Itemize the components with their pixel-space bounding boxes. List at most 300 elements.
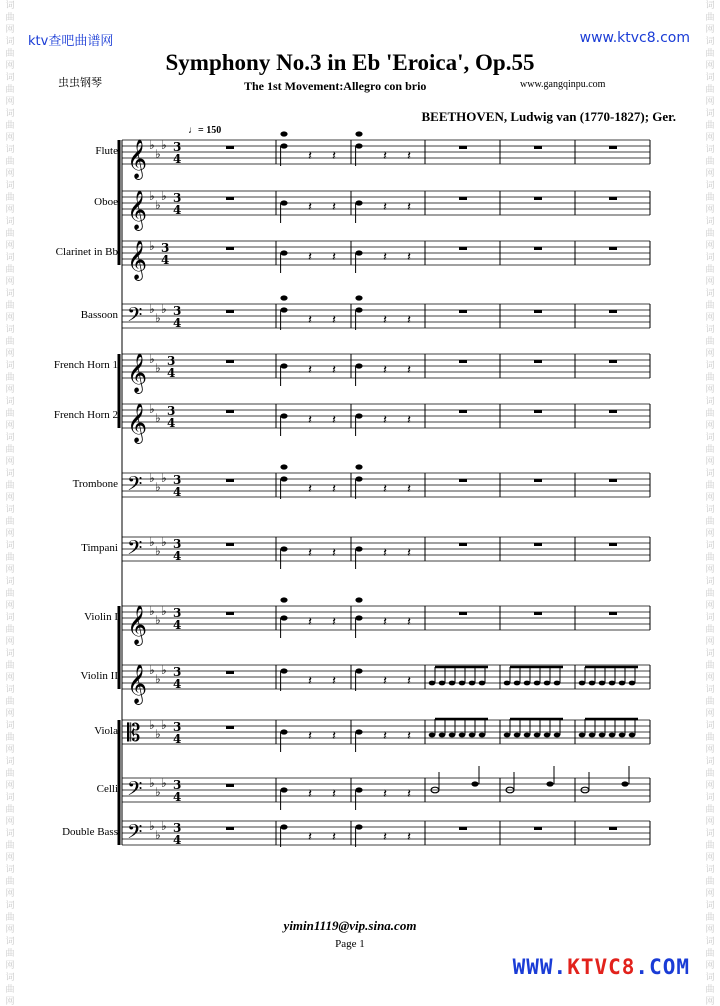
- instrument-label: Bassoon: [80, 309, 118, 321]
- watermark-char: 网: [5, 385, 15, 395]
- watermark-char: 词: [5, 973, 15, 983]
- watermark-char: 曲: [705, 229, 715, 239]
- watermark-char: 曲: [705, 877, 715, 887]
- key-signature-flat: ♭: [149, 189, 155, 203]
- clef-symbol: 𝄡: [127, 719, 141, 747]
- note-head: [280, 200, 287, 205]
- eighth-note-head: [579, 681, 586, 686]
- note-head: [621, 781, 628, 786]
- quarter-rest: 𝄽: [407, 250, 411, 265]
- watermark-char: 网: [5, 997, 15, 1006]
- quarter-rest: 𝄽: [308, 615, 312, 630]
- watermark-char: 网: [5, 709, 15, 719]
- eighth-note-head: [554, 733, 561, 738]
- instrument-label: French Horn 2: [53, 409, 118, 421]
- quarter-rest: 𝄽: [308, 363, 312, 378]
- quarter-rest: 𝄽: [407, 615, 411, 630]
- note-head: [280, 464, 287, 469]
- watermark-char: 曲: [5, 157, 15, 167]
- key-signature-flat: ♭: [155, 785, 161, 799]
- clef-symbol: 𝄢: [127, 536, 143, 564]
- quarter-rest: 𝄽: [407, 729, 411, 744]
- whole-rest: [534, 827, 542, 830]
- watermark-char: 曲: [5, 697, 15, 707]
- eighth-note-head: [554, 681, 561, 686]
- eighth-note-head: [599, 681, 606, 686]
- watermark-char: 网: [5, 817, 15, 827]
- watermark-char: 网: [5, 205, 15, 215]
- site-name-left: ktv查吧曲谱网: [28, 34, 114, 49]
- key-signature-flat: ♭: [149, 535, 155, 549]
- time-signature-top: 3: [173, 720, 182, 734]
- key-signature-flat: ♭: [161, 604, 167, 618]
- time-signature-bottom: 4: [167, 366, 176, 380]
- watermark-char: 词: [5, 829, 15, 839]
- instrument-label: Oboe: [94, 196, 118, 208]
- key-signature-flat: ♭: [149, 352, 155, 366]
- clef-symbol: 𝄢: [127, 777, 143, 805]
- quarter-rest: 𝄽: [407, 546, 411, 561]
- watermark-char: 曲: [5, 733, 15, 743]
- instrument-label: Violin I: [84, 611, 118, 623]
- watermark-char: 曲: [705, 661, 715, 671]
- key-signature-flat: ♭: [161, 776, 167, 790]
- watermark-char: 词: [705, 217, 715, 227]
- key-signature-flat: ♭: [155, 727, 161, 741]
- watermark-char: 曲: [5, 229, 15, 239]
- watermark-char: 网: [5, 925, 15, 935]
- watermark-char: 词: [705, 577, 715, 587]
- key-signature-flat: ♭: [155, 828, 161, 842]
- time-signature-bottom: 4: [173, 316, 182, 330]
- watermark-char: 词: [705, 829, 715, 839]
- note-head: [280, 307, 287, 312]
- quarter-rest: 𝄽: [332, 830, 336, 845]
- site-url-right: www.ktvc8.com: [579, 30, 690, 46]
- note-head: [355, 200, 362, 205]
- watermark-char: 曲: [705, 625, 715, 635]
- note-head: [355, 307, 362, 312]
- watermark-char: 网: [5, 169, 15, 179]
- quarter-rest: 𝄽: [332, 313, 336, 328]
- watermark-char: 网: [5, 889, 15, 899]
- quarter-rest: 𝄽: [383, 482, 387, 497]
- eighth-note-head: [504, 733, 511, 738]
- whole-rest: [459, 827, 467, 830]
- whole-rest: [609, 543, 617, 546]
- note-head: [280, 546, 287, 551]
- watermark-char: 网: [5, 853, 15, 863]
- quarter-rest: 𝄽: [332, 674, 336, 689]
- note-head: [355, 597, 362, 602]
- watermark-char: 网: [705, 565, 715, 575]
- whole-rest: [459, 612, 467, 615]
- instrument-label: Violin II: [80, 670, 118, 682]
- key-signature-flat: ♭: [161, 718, 167, 732]
- watermark-char: 曲: [705, 193, 715, 203]
- time-signature-top: 3: [167, 354, 176, 368]
- whole-rest: [459, 479, 467, 482]
- quarter-rest: 𝄽: [383, 787, 387, 802]
- eighth-note-head: [479, 733, 486, 738]
- note-head: [355, 824, 362, 829]
- whole-rest: [534, 247, 542, 250]
- watermark-char: 网: [5, 349, 15, 359]
- eighth-note-head: [609, 733, 616, 738]
- note-head: [280, 668, 287, 673]
- eighth-note-head: [479, 681, 486, 686]
- quarter-rest: 𝄽: [308, 200, 312, 215]
- watermark-char: 词: [705, 37, 715, 47]
- quarter-rest: 𝄽: [383, 250, 387, 265]
- quarter-rest: 𝄽: [308, 729, 312, 744]
- eighth-note-head: [504, 681, 511, 686]
- watermark-char: 曲: [705, 49, 715, 59]
- watermark-char: 网: [705, 709, 715, 719]
- watermark-char: 网: [5, 601, 15, 611]
- quarter-rest: 𝄽: [383, 615, 387, 630]
- watermark-char: 词: [5, 865, 15, 875]
- eighth-note-head: [449, 681, 456, 686]
- instrument-label: Celli: [96, 783, 118, 795]
- key-signature-flat: ♭: [155, 411, 161, 425]
- time-signature-bottom: 4: [173, 677, 182, 691]
- whole-rest: [459, 360, 467, 363]
- logo-part-2: KTVC8: [567, 955, 636, 979]
- watermark-char: 网: [5, 745, 15, 755]
- watermark-char: 词: [705, 505, 715, 515]
- watermark-char: 网: [705, 457, 715, 467]
- time-signature-top: 3: [173, 606, 182, 620]
- whole-rest: [459, 247, 467, 250]
- key-signature-flat: ♭: [149, 718, 155, 732]
- note-head: [280, 413, 287, 418]
- watermark-char: 词: [705, 973, 715, 983]
- key-signature-flat: ♭: [155, 147, 161, 161]
- watermark-char: 曲: [705, 589, 715, 599]
- watermark-char: 网: [705, 25, 715, 35]
- watermark-char: 网: [705, 133, 715, 143]
- quarter-rest: 𝄽: [383, 313, 387, 328]
- watermark-char: 曲: [5, 625, 15, 635]
- whole-rest: [226, 310, 234, 313]
- watermark-char: 网: [705, 925, 715, 935]
- time-signature-bottom: 4: [173, 549, 182, 563]
- whole-rest: [226, 543, 234, 546]
- eighth-note-head: [629, 733, 636, 738]
- note-head: [471, 781, 478, 786]
- tempo-value: = 150: [198, 125, 222, 136]
- watermark-char: 网: [5, 961, 15, 971]
- watermark-char: 曲: [5, 373, 15, 383]
- note-head: [355, 546, 362, 551]
- eighth-note-head: [449, 733, 456, 738]
- whole-rest: [459, 410, 467, 413]
- note-head: [280, 295, 287, 300]
- eighth-note-head: [439, 733, 446, 738]
- watermark-char: 词: [705, 613, 715, 623]
- note-head: [355, 464, 362, 469]
- key-signature-flat: ♭: [155, 672, 161, 686]
- watermark-char: 曲: [705, 553, 715, 563]
- watermark-char: 词: [5, 469, 15, 479]
- watermark-char: 网: [5, 637, 15, 647]
- watermark-char: 词: [705, 253, 715, 263]
- watermark-char: 曲: [705, 13, 715, 23]
- whole-rest: [226, 146, 234, 149]
- key-signature-flat: ♭: [149, 819, 155, 833]
- watermark-char: 词: [5, 649, 15, 659]
- logo-part-3: .COM: [635, 955, 690, 979]
- time-signature-top: 3: [173, 140, 182, 154]
- key-signature-flat: ♭: [149, 663, 155, 677]
- watermark-char: 曲: [5, 877, 15, 887]
- whole-rest: [226, 479, 234, 482]
- note-head: [280, 824, 287, 829]
- time-signature-bottom: 4: [173, 790, 182, 804]
- watermark-char: 网: [705, 745, 715, 755]
- eighth-note-head: [514, 733, 521, 738]
- eighth-note-head: [469, 681, 476, 686]
- watermark-char: 网: [705, 61, 715, 71]
- watermark-char: 曲: [5, 481, 15, 491]
- watermark-char: 词: [705, 901, 715, 911]
- eighth-note-head: [544, 733, 551, 738]
- watermark-char: 曲: [705, 157, 715, 167]
- watermark-char: 网: [705, 349, 715, 359]
- time-signature-top: 3: [173, 778, 182, 792]
- instrument-label: Viola: [94, 725, 118, 737]
- note-head: [280, 597, 287, 602]
- watermark-char: 网: [5, 241, 15, 251]
- time-signature-top: 3: [173, 304, 182, 318]
- watermark-char: 曲: [705, 733, 715, 743]
- watermark-char: 词: [705, 145, 715, 155]
- watermark-char: 曲: [5, 85, 15, 95]
- watermark-char: 网: [705, 277, 715, 287]
- whole-rest: [534, 360, 542, 363]
- quarter-rest: 𝄽: [308, 787, 312, 802]
- watermark-char: 词: [5, 793, 15, 803]
- time-signature-top: 3: [173, 537, 182, 551]
- quarter-rest: 𝄽: [383, 729, 387, 744]
- watermark-char: 词: [705, 865, 715, 875]
- watermark-char: 网: [705, 673, 715, 683]
- watermark-char: 网: [705, 817, 715, 827]
- watermark-char: 词: [705, 289, 715, 299]
- watermark-char: 网: [5, 565, 15, 575]
- watermark-char: 曲: [5, 589, 15, 599]
- clef-symbol: 𝄞: [127, 353, 148, 393]
- whole-rest: [534, 410, 542, 413]
- note-head: [280, 729, 287, 734]
- watermark-char: 网: [705, 97, 715, 107]
- whole-rest: [609, 827, 617, 830]
- note-head: [280, 476, 287, 481]
- quarter-rest: 𝄽: [308, 313, 312, 328]
- watermark-char: 词: [705, 433, 715, 443]
- eighth-note-head: [599, 733, 606, 738]
- watermark-char: 网: [705, 997, 715, 1006]
- source-url: www.gangqinpu.com: [520, 79, 606, 90]
- instrument-label: Double Bass: [62, 826, 118, 838]
- quarter-rest: 𝄽: [407, 413, 411, 428]
- watermark-char: 曲: [5, 193, 15, 203]
- time-signature-bottom: 4: [173, 152, 182, 166]
- quarter-rest: 𝄽: [407, 482, 411, 497]
- clef-symbol: 𝄞: [127, 664, 148, 704]
- time-signature-top: 3: [173, 473, 182, 487]
- note-head: [546, 781, 553, 786]
- quarter-rest: 𝄽: [407, 674, 411, 689]
- watermark-char: 网: [5, 421, 15, 431]
- whole-rest: [226, 784, 234, 787]
- watermark-char: 词: [5, 541, 15, 551]
- time-signature-top: 3: [173, 665, 182, 679]
- key-signature-flat: ♭: [161, 189, 167, 203]
- watermark-char: 词: [5, 73, 15, 83]
- key-signature-flat: ♭: [149, 604, 155, 618]
- watermark-char: 词: [705, 541, 715, 551]
- eighth-note-head: [439, 681, 446, 686]
- key-signature-flat: ♭: [161, 663, 167, 677]
- time-signature-top: 3: [173, 191, 182, 205]
- watermark-char: 词: [705, 109, 715, 119]
- watermark-char: 网: [705, 637, 715, 647]
- site-logo: [513, 955, 690, 979]
- watermark-char: 词: [5, 505, 15, 515]
- watermark-char: 词: [705, 721, 715, 731]
- quarter-rest: 𝄽: [407, 363, 411, 378]
- watermark-char: 曲: [705, 841, 715, 851]
- watermark-char: 曲: [705, 445, 715, 455]
- watermark-char: 词: [5, 289, 15, 299]
- time-signature-bottom: 4: [173, 203, 182, 217]
- time-signature-bottom: 4: [173, 618, 182, 632]
- watermark-char: 曲: [5, 49, 15, 59]
- key-signature-flat: ♭: [155, 311, 161, 325]
- quarter-rest: 𝄽: [332, 615, 336, 630]
- watermark-char: 网: [5, 313, 15, 323]
- instrument-label: Flute: [95, 145, 118, 157]
- quarter-rest: 𝄽: [308, 830, 312, 845]
- quarter-rest: 𝄽: [332, 250, 336, 265]
- whole-rest: [534, 146, 542, 149]
- watermark-char: 网: [5, 25, 15, 35]
- quarter-rest: 𝄽: [383, 674, 387, 689]
- instrument-label: Timpani: [81, 542, 118, 554]
- note-head: [355, 668, 362, 673]
- time-signature-bottom: 4: [173, 732, 182, 746]
- watermark-char: 曲: [705, 121, 715, 131]
- eighth-note-head: [429, 733, 436, 738]
- watermark-char: 网: [5, 529, 15, 539]
- whole-rest: [226, 410, 234, 413]
- watermark-char: 曲: [5, 661, 15, 671]
- whole-rest: [226, 726, 234, 729]
- watermark-char: 曲: [705, 481, 715, 491]
- quarter-rest: 𝄽: [383, 363, 387, 378]
- time-signature-bottom: 4: [173, 485, 182, 499]
- whole-rest: [459, 310, 467, 313]
- quarter-note-icon: ♩: [188, 125, 198, 136]
- watermark-char: 曲: [5, 769, 15, 779]
- watermark-char: 词: [5, 181, 15, 191]
- key-signature-flat: ♭: [149, 239, 155, 253]
- watermark-char: 网: [705, 205, 715, 215]
- whole-rest: [226, 197, 234, 200]
- whole-rest: [534, 197, 542, 200]
- note-head: [280, 131, 287, 136]
- watermark-char: 词: [5, 685, 15, 695]
- quarter-rest: 𝄽: [308, 413, 312, 428]
- whole-rest: [609, 197, 617, 200]
- watermark-char: 词: [5, 433, 15, 443]
- watermark-char: 网: [705, 781, 715, 791]
- clef-symbol: 𝄞: [127, 139, 148, 179]
- quarter-rest: 𝄽: [332, 482, 336, 497]
- watermark-char: 曲: [5, 985, 15, 995]
- watermark-char: 网: [5, 133, 15, 143]
- eighth-note-head: [619, 681, 626, 686]
- watermark-char: 网: [5, 781, 15, 791]
- watermark-char: 词: [5, 361, 15, 371]
- movement-subtitle: The 1st Movement:Allegro con brio: [244, 79, 427, 93]
- watermark-char: 词: [5, 1, 15, 11]
- note-head: [355, 295, 362, 300]
- whole-rest: [226, 671, 234, 674]
- whole-rest: [226, 247, 234, 250]
- quarter-rest: 𝄽: [332, 546, 336, 561]
- key-signature-flat: ♭: [149, 302, 155, 316]
- watermark-char: 网: [705, 385, 715, 395]
- watermark-char: 词: [5, 397, 15, 407]
- watermark-char: 词: [5, 217, 15, 227]
- watermark-char: 曲: [5, 121, 15, 131]
- watermark-char: 曲: [5, 949, 15, 959]
- whole-rest: [534, 612, 542, 615]
- note-head: [280, 615, 287, 620]
- watermark-char: 网: [5, 61, 15, 71]
- clef-symbol: 𝄢: [127, 303, 143, 331]
- quarter-rest: 𝄽: [332, 413, 336, 428]
- quarter-rest: 𝄽: [383, 413, 387, 428]
- whole-rest: [609, 146, 617, 149]
- eighth-note-head: [589, 681, 596, 686]
- watermark-char: 曲: [5, 517, 15, 527]
- watermark-char: 网: [705, 169, 715, 179]
- watermark-char: 曲: [705, 409, 715, 419]
- whole-rest: [534, 310, 542, 313]
- time-signature-bottom: 4: [167, 416, 176, 430]
- watermark-char: 曲: [705, 85, 715, 95]
- watermark-char: 词: [705, 649, 715, 659]
- watermark-char: 词: [705, 757, 715, 767]
- note-head: [355, 413, 362, 418]
- quarter-rest: 𝄽: [332, 729, 336, 744]
- watermark-char: 曲: [5, 337, 15, 347]
- watermark-char: 曲: [705, 337, 715, 347]
- eighth-note-head: [619, 733, 626, 738]
- instrument-label: Trombone: [72, 478, 118, 490]
- key-signature-flat: ♭: [161, 138, 167, 152]
- quarter-rest: 𝄽: [308, 149, 312, 164]
- watermark-char: 曲: [705, 805, 715, 815]
- key-signature-flat: ♭: [149, 138, 155, 152]
- watermark-char: 词: [5, 757, 15, 767]
- eighth-note-head: [459, 681, 466, 686]
- time-signature-top: 3: [173, 821, 182, 835]
